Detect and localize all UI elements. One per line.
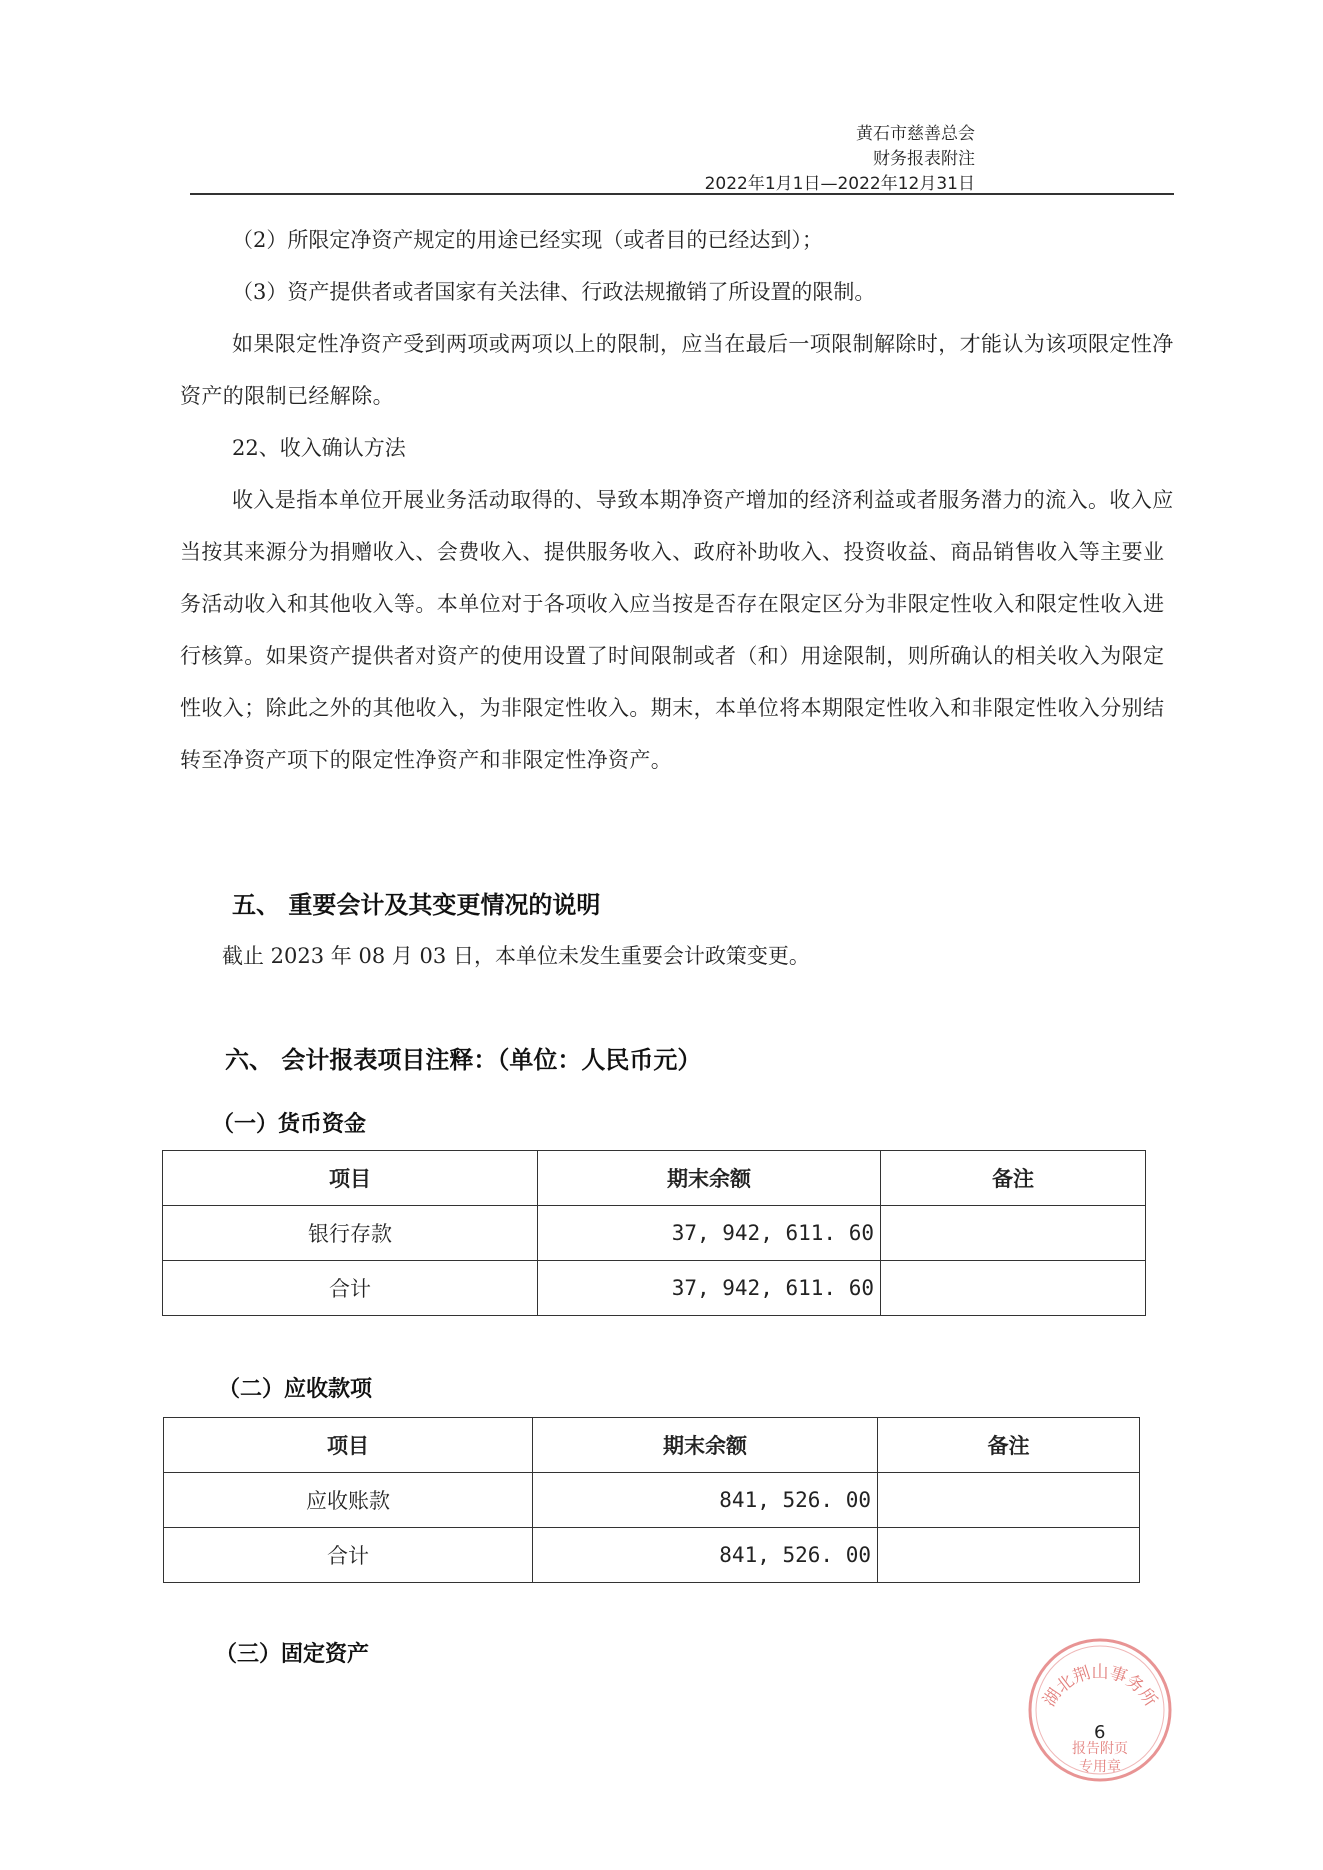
table-cash xyxy=(162,1150,1146,1316)
svg-text:报告附页: 报告附页 xyxy=(1072,1741,1128,1757)
col-note-header: 备注 xyxy=(878,1418,1140,1473)
header-doc-title: 财务报表附注 xyxy=(873,149,975,169)
section-6-heading: 六、 会计报表项目注释：（单位：人民币元） xyxy=(225,1046,702,1074)
seal-stamp-icon xyxy=(1025,1635,1175,1785)
document-header xyxy=(475,122,975,197)
cell-note xyxy=(881,1206,1146,1261)
section-5-text: 截止 2023 年 08 月 03 日，本单位未发生重要会计政策变更。 xyxy=(222,944,810,968)
table-receivables xyxy=(163,1417,1140,1583)
cell-item: 合计 xyxy=(164,1528,533,1583)
table-header-row xyxy=(164,1418,1140,1473)
table-row xyxy=(163,1206,1146,1261)
table-3-title: （三）固定资产 xyxy=(215,1642,370,1667)
cell-balance: 841, 526. 00 xyxy=(533,1528,878,1583)
heading-22: 22、收入确认方法 xyxy=(232,436,406,460)
col-note-header: 备注 xyxy=(881,1151,1146,1206)
header-period: 2022年1月1日—2022年12月31日 xyxy=(704,174,975,194)
header-divider xyxy=(190,193,1174,195)
col-balance-header: 期末余额 xyxy=(538,1151,881,1206)
svg-text:湖北荆山事务所: 湖北荆山事务所 xyxy=(1039,1662,1161,1711)
cell-note xyxy=(881,1261,1146,1316)
section-5-heading: 五、 重要会计及其变更情况的说明 xyxy=(232,891,601,919)
svg-text:专用章: 专用章 xyxy=(1079,1759,1121,1775)
body-text xyxy=(180,214,1174,786)
page-number: 6 xyxy=(1094,1722,1106,1743)
col-item-header: 项目 xyxy=(163,1151,538,1206)
cell-balance: 37, 942, 611. 60 xyxy=(538,1261,881,1316)
cell-note xyxy=(878,1528,1140,1583)
col-item-header: 项目 xyxy=(164,1418,533,1473)
table-row xyxy=(164,1473,1140,1528)
table-2-title: （二）应收款项 xyxy=(218,1377,373,1402)
cell-balance: 841, 526. 00 xyxy=(533,1473,878,1528)
table-row xyxy=(164,1528,1140,1583)
table-row xyxy=(163,1261,1146,1316)
table-header-row xyxy=(163,1151,1146,1206)
paragraph-income: 收入是指本单位开展业务活动取得的、导致本期净资产增加的经济利益或者服务潜力的流入。收入应当按其来源分为捐赠收入、会费收入、提供服务收入、政府补助收入、投资收益、商品销售收入等主要业务活动收入和其他收入等。本单位对于各项收入应当按是否存在限定区分为非限定性收入和限定性收入进行核算。如果资产提供者对资产的使用设置了时间限制或者（和）用途限制，则所确认的相关收入为限定性收入；除此之外的其他收入，为非限定性收入。期末，本单位将本期限定性收入和非限定性收入分别结转至净资产项下的限定性净资产和非限定性净资产。 xyxy=(180,488,1174,772)
table-1-title: （一）货币资金 xyxy=(212,1112,367,1137)
item-2: （2）所限定净资产规定的用途已经实现（或者目的已经达到）； xyxy=(232,228,823,252)
col-balance-header: 期末余额 xyxy=(533,1418,878,1473)
cell-balance: 37, 942, 611. 60 xyxy=(538,1206,881,1261)
paragraph-multi-limit: 如果限定性净资产受到两项或两项以上的限制，应当在最后一项限制解除时，才能认为该项限定性净资产的限制已经解除。 xyxy=(180,332,1174,408)
header-org: 黄石市慈善总会 xyxy=(856,124,975,144)
cell-item: 合计 xyxy=(163,1261,538,1316)
cell-item: 银行存款 xyxy=(163,1206,538,1261)
cell-note xyxy=(878,1473,1140,1528)
item-3: （3）资产提供者或者国家有关法律、行政法规撤销了所设置的限制。 xyxy=(232,280,876,304)
cell-item: 应收账款 xyxy=(164,1473,533,1528)
